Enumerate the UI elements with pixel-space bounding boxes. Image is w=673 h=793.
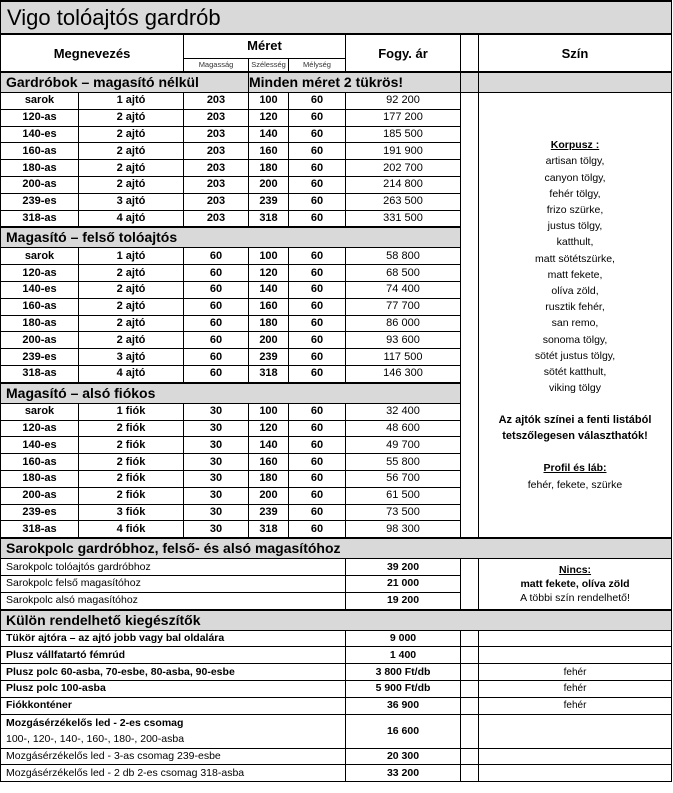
spacer-cell [461, 765, 479, 782]
row-name: Mozgásérzékelős led - 2 db 2-es csomag 318-asba [1, 765, 346, 782]
spacer-cell [461, 647, 479, 664]
row-price: 263 500 [346, 193, 461, 210]
row-height: 30 [184, 403, 249, 420]
profile-label: Profil és láb: [543, 462, 607, 475]
row-color [479, 714, 672, 748]
section-title: Sarokpolc gardróbhoz, felső- és alsó magasítóhoz [1, 538, 672, 559]
row-height: 30 [184, 487, 249, 504]
row-doors: 4 ajtó [79, 365, 184, 382]
row-width: 120 [249, 109, 289, 126]
row-height: 60 [184, 332, 249, 349]
row-height: 30 [184, 504, 249, 521]
section-color-cell [479, 72, 672, 93]
row-name: 200-as [1, 176, 79, 193]
row-name: Mozgásérzékelős led - 3-as csomag 239-esbe [1, 748, 346, 765]
row-price: 92 200 [346, 93, 461, 110]
row-depth: 60 [289, 403, 346, 420]
row-name: 200-as [1, 332, 79, 349]
row-doors: 2 fiók [79, 420, 184, 437]
header-name: Megnevezés [1, 34, 184, 72]
row-price: 202 700 [346, 160, 461, 177]
row-doors: 2 fiók [79, 470, 184, 487]
row-width: 239 [249, 349, 289, 366]
row-name: 160-as [1, 298, 79, 315]
row-name: 140-es [1, 126, 79, 143]
row-price: 9 000 [346, 630, 461, 647]
row-height: 203 [184, 160, 249, 177]
row-height: 203 [184, 93, 249, 110]
row-height: 203 [184, 210, 249, 227]
row-depth: 60 [289, 248, 346, 265]
section-header-wardrobes [1, 72, 672, 93]
korpusz-item: fehér tölgy, [549, 187, 601, 200]
row-name: 120-as [1, 109, 79, 126]
table-row [1, 559, 672, 576]
row-name: 140-es [1, 281, 79, 298]
korpusz-label: Korpusz : [550, 139, 600, 152]
row-width: 120 [249, 420, 289, 437]
row-width: 120 [249, 265, 289, 282]
row-price: 33 200 [346, 765, 461, 782]
section-title: Magasító – alsó fiókos [1, 383, 461, 404]
row-width: 140 [249, 281, 289, 298]
row-name: 239-es [1, 349, 79, 366]
row-name: 318-as [1, 210, 79, 227]
header-color: Szín [479, 34, 672, 72]
row-depth: 60 [289, 470, 346, 487]
row-price: 77 700 [346, 298, 461, 315]
row-name: Plusz polc 100-asba [1, 680, 346, 697]
row-price: 86 000 [346, 315, 461, 332]
row-height: 60 [184, 298, 249, 315]
row-width: 100 [249, 248, 289, 265]
row-color [479, 765, 672, 782]
row-doors: 2 fiók [79, 454, 184, 471]
row-name: 318-as [1, 365, 79, 382]
row-doors: 1 ajtó [79, 248, 184, 265]
korpusz-item: sötét katthult, [543, 366, 607, 379]
row-price: 74 400 [346, 281, 461, 298]
row-name: 318-as [1, 521, 79, 538]
row-price: 49 700 [346, 437, 461, 454]
row-price: 93 600 [346, 332, 461, 349]
korpusz-item: viking tölgy [549, 382, 601, 395]
row-doors: 2 ajtó [79, 265, 184, 282]
spacer-cell [461, 748, 479, 765]
row-doors: 2 ajtó [79, 126, 184, 143]
corner-shelf-color-note [479, 559, 672, 610]
row-doors: 4 fiók [79, 521, 184, 538]
row-width: 318 [249, 365, 289, 382]
row-name: Plusz vállfatartó fémrúd [1, 647, 346, 664]
row-depth: 60 [289, 281, 346, 298]
korpusz-item: sötét justus tölgy, [534, 349, 616, 362]
header-height: Magasság [184, 58, 249, 72]
spacer-column [461, 93, 479, 539]
row-color [479, 748, 672, 765]
spacer-cell [461, 664, 479, 681]
header-row [1, 34, 672, 58]
row-width: 239 [249, 504, 289, 521]
korpusz-item: matt fekete, [547, 268, 603, 281]
row-height: 60 [184, 315, 249, 332]
row-doors: 4 ajtó [79, 210, 184, 227]
table-row [1, 697, 672, 714]
table-row [1, 93, 672, 110]
row-price: 48 600 [346, 420, 461, 437]
row-width: 200 [249, 487, 289, 504]
row-name [1, 714, 346, 748]
page-title: Vigo tolóajtós gardrób [1, 1, 672, 34]
row-price: 117 500 [346, 349, 461, 366]
row-doors: 2 ajtó [79, 281, 184, 298]
row-height: 203 [184, 126, 249, 143]
row-doors: 2 ajtó [79, 298, 184, 315]
row-doors: 2 ajtó [79, 315, 184, 332]
section-header-accessories [1, 610, 672, 631]
row-price: 185 500 [346, 126, 461, 143]
row-name: 239-es [1, 504, 79, 521]
title-row [1, 1, 672, 34]
row-price: 36 900 [346, 697, 461, 714]
korpusz-item: katthult, [556, 236, 594, 249]
row-color: fehér [479, 664, 672, 681]
row-name: sarok [1, 93, 79, 110]
row-depth: 60 [289, 298, 346, 315]
row-price: 177 200 [346, 109, 461, 126]
door-color-note-2: tetszőlegesen választhatók! [502, 430, 648, 443]
row-price: 39 200 [346, 559, 461, 576]
header-depth: Mélység [289, 58, 346, 72]
spacer-cell [461, 559, 479, 610]
row-doors: 2 ajtó [79, 109, 184, 126]
row-name: sarok [1, 248, 79, 265]
row-depth: 60 [289, 420, 346, 437]
row-depth: 60 [289, 365, 346, 382]
row-name: 180-as [1, 160, 79, 177]
row-height: 30 [184, 437, 249, 454]
korpusz-item: frizo szürke, [546, 204, 604, 217]
row-doors: 3 fiók [79, 504, 184, 521]
row-height: 60 [184, 349, 249, 366]
row-name: Tükör ajtóra – az ajtó jobb vagy bal oldalára [1, 630, 346, 647]
spacer-cell [461, 630, 479, 647]
row-doors: 2 ajtó [79, 143, 184, 160]
row-doors: 2 ajtó [79, 176, 184, 193]
row-name: Fiókkonténer [1, 697, 346, 714]
row-height: 30 [184, 470, 249, 487]
row-doors: 1 ajtó [79, 93, 184, 110]
row-color [479, 630, 672, 647]
row-width: 200 [249, 332, 289, 349]
row-price: 3 800 Ft/db [346, 664, 461, 681]
row-price: 191 900 [346, 143, 461, 160]
row-depth: 60 [289, 487, 346, 504]
row-width: 160 [249, 454, 289, 471]
row-price: 61 500 [346, 487, 461, 504]
row-price: 214 800 [346, 176, 461, 193]
header-spacer [461, 34, 479, 72]
row-height: 203 [184, 176, 249, 193]
row-color [479, 647, 672, 664]
row-price: 20 300 [346, 748, 461, 765]
row-price: 68 500 [346, 265, 461, 282]
row-name: 180-as [1, 470, 79, 487]
korpusz-item: san remo, [551, 317, 599, 330]
nincs-label: Nincs: [558, 563, 592, 576]
table-row [1, 680, 672, 697]
row-price: 5 900 Ft/db [346, 680, 461, 697]
korpusz-item: justus tölgy, [547, 220, 603, 233]
row-depth: 60 [289, 349, 346, 366]
header-price: Fogy. ár [346, 34, 461, 72]
row-depth: 60 [289, 315, 346, 332]
row-price: 19 200 [346, 592, 461, 609]
row-price: 55 800 [346, 454, 461, 471]
korpusz-item: artisan tölgy, [545, 155, 605, 168]
row-name: 239-es [1, 193, 79, 210]
row-price: 1 400 [346, 647, 461, 664]
row-price: 146 300 [346, 365, 461, 382]
profile-colors: fehér, fekete, szürke [527, 478, 623, 491]
row-name: Sarokpolc tolóajtós gardróbhoz [1, 559, 346, 576]
row-height: 60 [184, 248, 249, 265]
row-depth: 60 [289, 210, 346, 227]
row-width: 200 [249, 176, 289, 193]
section-spacer [461, 72, 479, 93]
row-name: 120-as [1, 265, 79, 282]
header-size: Méret [184, 34, 346, 58]
spacer-cell [461, 697, 479, 714]
row-depth: 60 [289, 109, 346, 126]
row-depth: 60 [289, 143, 346, 160]
row-name: 120-as [1, 420, 79, 437]
row-height: 60 [184, 365, 249, 382]
table-row [1, 748, 672, 765]
row-name: Sarokpolc alsó magasítóhoz [1, 592, 346, 609]
row-width: 180 [249, 315, 289, 332]
table-row [1, 664, 672, 681]
section-note: Minden méret 2 tükrös! [249, 72, 461, 93]
row-depth: 60 [289, 332, 346, 349]
section-title: Gardróbok – magasító nélkül [1, 72, 249, 93]
row-name: sarok [1, 403, 79, 420]
table-row [1, 765, 672, 782]
row-width: 239 [249, 193, 289, 210]
row-depth: 60 [289, 454, 346, 471]
row-price: 331 500 [346, 210, 461, 227]
section-title: Magasító – felső tolóajtós [1, 227, 461, 248]
row-height: 30 [184, 454, 249, 471]
row-name: 140-es [1, 437, 79, 454]
row-width: 160 [249, 298, 289, 315]
row-name: 160-as [1, 454, 79, 471]
row-price: 21 000 [346, 575, 461, 592]
row-price: 32 400 [346, 403, 461, 420]
row-width: 160 [249, 143, 289, 160]
table-row [1, 630, 672, 647]
korpusz-item: sonoma tölgy, [542, 333, 608, 346]
row-width: 140 [249, 126, 289, 143]
row-depth: 60 [289, 160, 346, 177]
korpusz-item: rusztik fehér, [545, 301, 605, 314]
row-depth: 60 [289, 521, 346, 538]
table-row [1, 647, 672, 664]
other-colors-note: A többi szín rendelhető! [520, 591, 630, 604]
row-height: 60 [184, 265, 249, 282]
row-width: 140 [249, 437, 289, 454]
row-depth: 60 [289, 265, 346, 282]
row-name: 160-as [1, 143, 79, 160]
row-width: 180 [249, 470, 289, 487]
row-height: 203 [184, 193, 249, 210]
row-depth: 60 [289, 437, 346, 454]
row-price: 98 300 [346, 521, 461, 538]
korpusz-item: canyon tölgy, [544, 171, 606, 184]
row-doors: 2 fiók [79, 487, 184, 504]
row-doors: 1 fiók [79, 403, 184, 420]
row-name-line1: Mozgásérzékelős led - 2-es csomag [6, 717, 184, 729]
row-name-line2: 100-, 120-, 140-, 160-, 180-, 200-asba [6, 733, 185, 745]
row-doors: 2 ajtó [79, 332, 184, 349]
row-depth: 60 [289, 504, 346, 521]
row-color: fehér [479, 680, 672, 697]
row-doors: 2 ajtó [79, 160, 184, 177]
section-title: Külön rendelhető kiegészítők [1, 610, 672, 631]
row-width: 180 [249, 160, 289, 177]
row-name: Sarokpolc felső magasítóhoz [1, 575, 346, 592]
row-height: 30 [184, 521, 249, 538]
row-width: 318 [249, 521, 289, 538]
korpusz-item: matt sötétszürke, [535, 252, 615, 265]
row-doors: 2 fiók [79, 437, 184, 454]
row-depth: 60 [289, 93, 346, 110]
row-width: 100 [249, 403, 289, 420]
spacer-cell [461, 714, 479, 748]
nincs-colors: matt fekete, olíva zöld [520, 577, 630, 590]
korpusz-item: olíva zöld, [551, 285, 599, 298]
table-row [1, 714, 672, 748]
row-doors: 3 ajtó [79, 193, 184, 210]
door-color-note: Az ajtók színei a fenti listából [498, 414, 652, 427]
section-header-corner-shelf [1, 538, 672, 559]
row-depth: 60 [289, 176, 346, 193]
row-doors: 3 ajtó [79, 349, 184, 366]
row-height: 30 [184, 420, 249, 437]
row-height: 60 [184, 281, 249, 298]
row-name: Plusz polc 60-asba, 70-esbe, 80-asba, 90-esbe [1, 664, 346, 681]
row-price: 56 700 [346, 470, 461, 487]
row-height: 203 [184, 143, 249, 160]
row-color: fehér [479, 697, 672, 714]
row-name: 200-as [1, 487, 79, 504]
row-height: 203 [184, 109, 249, 126]
row-price: 58 800 [346, 248, 461, 265]
spacer-cell [461, 680, 479, 697]
row-name: 180-as [1, 315, 79, 332]
row-width: 100 [249, 93, 289, 110]
row-depth: 60 [289, 193, 346, 210]
row-depth: 60 [289, 126, 346, 143]
color-panel [479, 93, 672, 539]
row-price: 16 600 [346, 714, 461, 748]
row-width: 318 [249, 210, 289, 227]
row-price: 73 500 [346, 504, 461, 521]
header-width: Szélesség [249, 58, 289, 72]
